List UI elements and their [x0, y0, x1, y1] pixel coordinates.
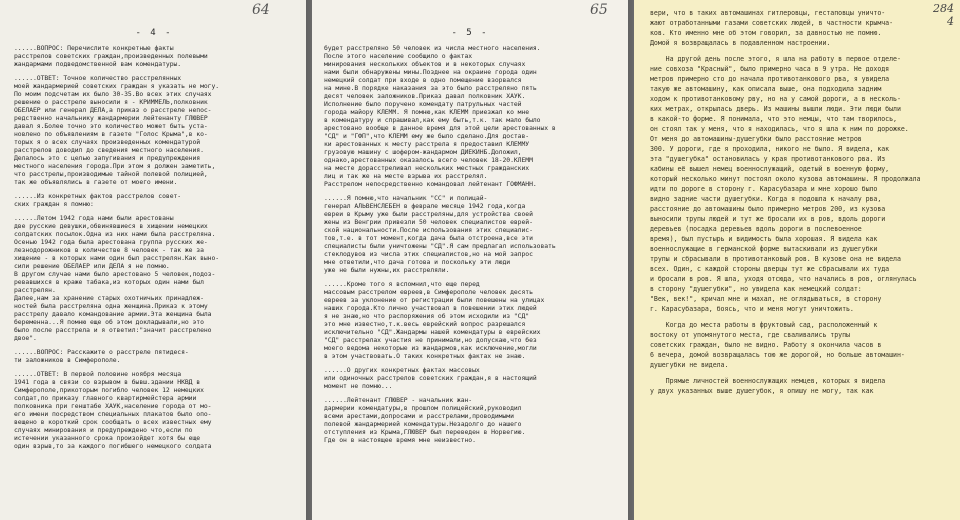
document-page-2: [312, 0, 628, 520]
paragraph: ......ВОПРОС: Расскажите о расстреле пятидеся- ти заложников в Симферополе.: [14, 348, 189, 364]
handwritten-page-number: 64: [252, 2, 270, 18]
paragraph: ......ОТВЕТ: Точное количество расстрелянных моей жандармерией советских граждан я указать не могу. По моим подсчетам их было 30-35.Во всех этих случаях решение о расстреле выносили я - КРИММЕЛЬ,полковник ОБЕЛАЕР или генерал ДЕЛА,а приказ о расстреле непос- редственно начальнику жандармерии лейтенанту ГЛЮВЕР давал я.Более точно это количество может быть уста- новлено по объявлениям в газете "Голос Крыма",в ко- торых я о всех случаях произведенных комендатурой расстрелов доводил до сведения местного населения. Делалось это с целью запугивания и предупреждения местного населения города.При этом я должен заметить, что расстрелы,производимые тайной полевой полицией, так же объявлялись в газете от моего имени.: [14, 74, 220, 186]
paragraph: ......Летом 1942 года нами были арестованы две русские девушки,обвинявшиеся в хищении немецких солдатских посылок.Одна из них нами была расстреляна. Осенью 1942 года была арестована группа русских же- лезнодорожников в количестве 8 человек - так же за хищение - в которых нами один был расстрелян.Как выно- сили решение ОБЕЛАЕР или ДЕЛА я не помню. В другом случае нами было арестовано 5 человек,подоз- ревавшихся в краже табака,из которых один нами был расстрелян. Далее,нам за хранение старых охотничьих принадлеж- ностей была расстреляна одна женщина.Приказ к этому расстрелу давало командование армии.Эта женщина была беременна...Я помню еще об этом докладывали,но это было после расстрела и я ответил:"значит расстрелено двое".: [14, 214, 220, 342]
paragraph: Прямые личностей военнослужащих немцев, которых я видела у двух указанных выше душегубок, я опишу не могу, так как: [650, 377, 886, 395]
paragraph: ......Я помню,что начальник "СС" и полицай- генерал АЛЬВЕНСЛЕБЕН в феврале месяце 1942 года,когда евреи в Крыму уже были расстреляны,для устройства своей жены из Венгрии привезли 50 человек специалистов еврей- ской национальности.После использования этих специалис- тов,т.е. в тот момент,когда дача была отстроена,все эти специалисты были уничтожены "СД".Я сам предлагал использовать стеклодувов из числа этих специалистов,но на мой запрос мне ответили,что дача готова и поскольку эти люди уже не были нужны,их расстреляли.: [324, 194, 556, 274]
handwritten-page-number: 284: [933, 2, 954, 15]
paragraph: будет расстреляно 50 человек из числа местного населения. После этого население сообщило о фактах минирования нескольких объектов и в некоторых случаях нами были обнаружены мины.Позднее на окраине города один немецкий солдат при входе в одно помещение взорвался на мине.В порядке наказания за это было расстреляно пять десят человек заложников.Приказ давал полковник ХАУК. Исполнение было поручено комендату патрульных частей города майору КЛЕММ. Я помню,как КЛЕММ приезжал ко мне в комендатуру и спрашивал,как ему быть,т.к. так мало было арестовано вообще в данное время для этой цели арестованных в "СД" и "ГФП",что КЛЕММ ему же было сделано.Для достав- ки арестованных к месту расстрела я предоставил КЛЕММУ грузовую машину с шофером-жандармом ДИЕКИНБ.Доложил, однако,арестованных оказалось всего человек 18-20.КЛЕММ на месте дорасстреливал нескольких местных гражданских лиц и так же на месте взрыва их расстрелял. Расстрелом непосредственно командовал лейтенант ГОФМАНН.: [324, 44, 556, 188]
paragraph: вери, что в таких автомашинах гитлеровцы, гестаповцы уничто- жают отработанными газами советских людей, в частности крымча- ков. Кто именно мне об этом говорил, за давностью не помню. Домой я возвращалась в подавленном настроении.: [650, 9, 894, 47]
typed-page-number: - 4 -: [135, 28, 173, 38]
document-page-3: [634, 0, 960, 520]
paragraph: ......О других конкретных фактах массовых или одиночных расстрелов советских граждан,я в настоящий момент не помню...: [324, 366, 537, 390]
paragraph: ......ОТВЕТ: В первой половине ноября месяца 1941 года в связи со взрывом в бывш.здании НКВД в Симферополе,прикоторым погибло человек 12 немецких солдат,по приказу главного квартирмейстера армии полковника при генштабе ХАУК,население города от мо- его имени посредством специальных плакатов было опо- вещено в короткий срок сообщать о всех известных ему случаях минирования и предупреждено что,если по истечении указанного срока произойдет хотя бы еще один взрыв,то за каждого погибшего немецкого солдата: [14, 370, 212, 450]
paragraph: ......Из конкретных фактов расстрелов совет- ских граждан я помню:: [14, 192, 182, 208]
corner-mark: 4: [947, 15, 954, 28]
typed-page-number: - 5 -: [451, 28, 489, 38]
corner-marks: [933, 2, 954, 28]
paragraph: ......ВОПРОС: Перечислите конкретные факты расстрелов советских граждан,произведенных полевыми жандармами подведомственной вам комендатуры.: [14, 44, 208, 68]
paragraph: Когда до места работы в фруктовый сад, расположенный к востоку от упомянутого места, где сваливались трупы советских граждан, было не видно. Работу я окончила часов в 6 вечера, домой возвращалась тою же дорогой, но больше автомашин- душегубки не видела.: [650, 321, 905, 369]
document-page-1: [0, 0, 306, 520]
handwritten-page-number: 65: [590, 2, 608, 18]
paragraph: На другой день после этого, я шла на работу в первое отделе- ние совхоза "Красный", было примерно часа в 9 утра. Не доходя метров примерно сто до начала противотанкового рва, я увидела такую же автомашину, как описала выше, она подходила задним ходом к противотанковому рву, но на у самой дороги, а в несколь- ких метрах, открылась дверь. Из машины вышли люди. Эти люди были в какой-то форме. Я понимала, что это немцы, что там творилось, он стоял так у меня, что я находилась, что я шла к ним по дорожке. От меня до автомашины-душегубки было расстояние метров 300. У дороги, где я проходила, никого не было. Я видела, как эта "душегубка" остановилась у края противотанкового рва. Из кабины её вышел немец военнослужащий, одетый в военную форму, который несколько минут постоял около кузова автомашины. Я продолжала идти по дороге в сторону г. Карасубазара и мне хорошо было видно задние части душегубки. Когда я подошла к началу рва, расстояние до автомашины было примерно метров 200, из кузова выносили трупы людей и тут же бросали их в ров, вдоль дороги деревьев (посадка деревьев вдоль дороги в послевоенное время), был пустырь и видимость была хорошая. Я видела как военнослужащие в германской форме вытаскивали из душегубки трупы и сбрасывали в противотанковый ров. В кузове она не видела всех. Один, с каждой стороны дверцы тут же сбрасывали их туда и бросали в ров. Я шла, уходя отсюда, что начались в ров, оглянулась в сторону "душегубки", но увидела как немецкий солдат: "Век, век!", кричал мне и махал, не оглядываться, в сторону г. Карасубазара, боясь, что и меня могут уничтожить.: [650, 55, 921, 313]
paragraph: ......Кроме того я вспомнил,что еще перед массовым расстрелом евреев,в Симферополе человек десять евреев за уклонение от регистрации были повешены на улицах наших города.Кто лично участвовал в повешении этих людей я не знаю,но что распоряжения об этом исходили из "СД" это мне известно,т.к.весь еврейский вопрос разрешался исключительно "СД".Жандармы нашей комендатуры в еврейских "СД" расстрелах участия не принимали,но допускаю,что без моего ведома некоторые из жандармов,как исключение,могли в этом участвовать.О таких конкретных фактах не знаю.: [324, 280, 545, 360]
paragraph: ......Лейтенант ГЛЮВЕР - начальник жан- дармерии комендатуры,в прошлом полицейский,руководил всеми арестами,допросами и расстрелами,проводимыми полевой жандармерией комендатуры.Незадолго до нашего отступления из Крыма,ГЛЮВЕР был переведен в Норвегию. Где он в настоящее время мне неизвестно.: [324, 396, 526, 444]
